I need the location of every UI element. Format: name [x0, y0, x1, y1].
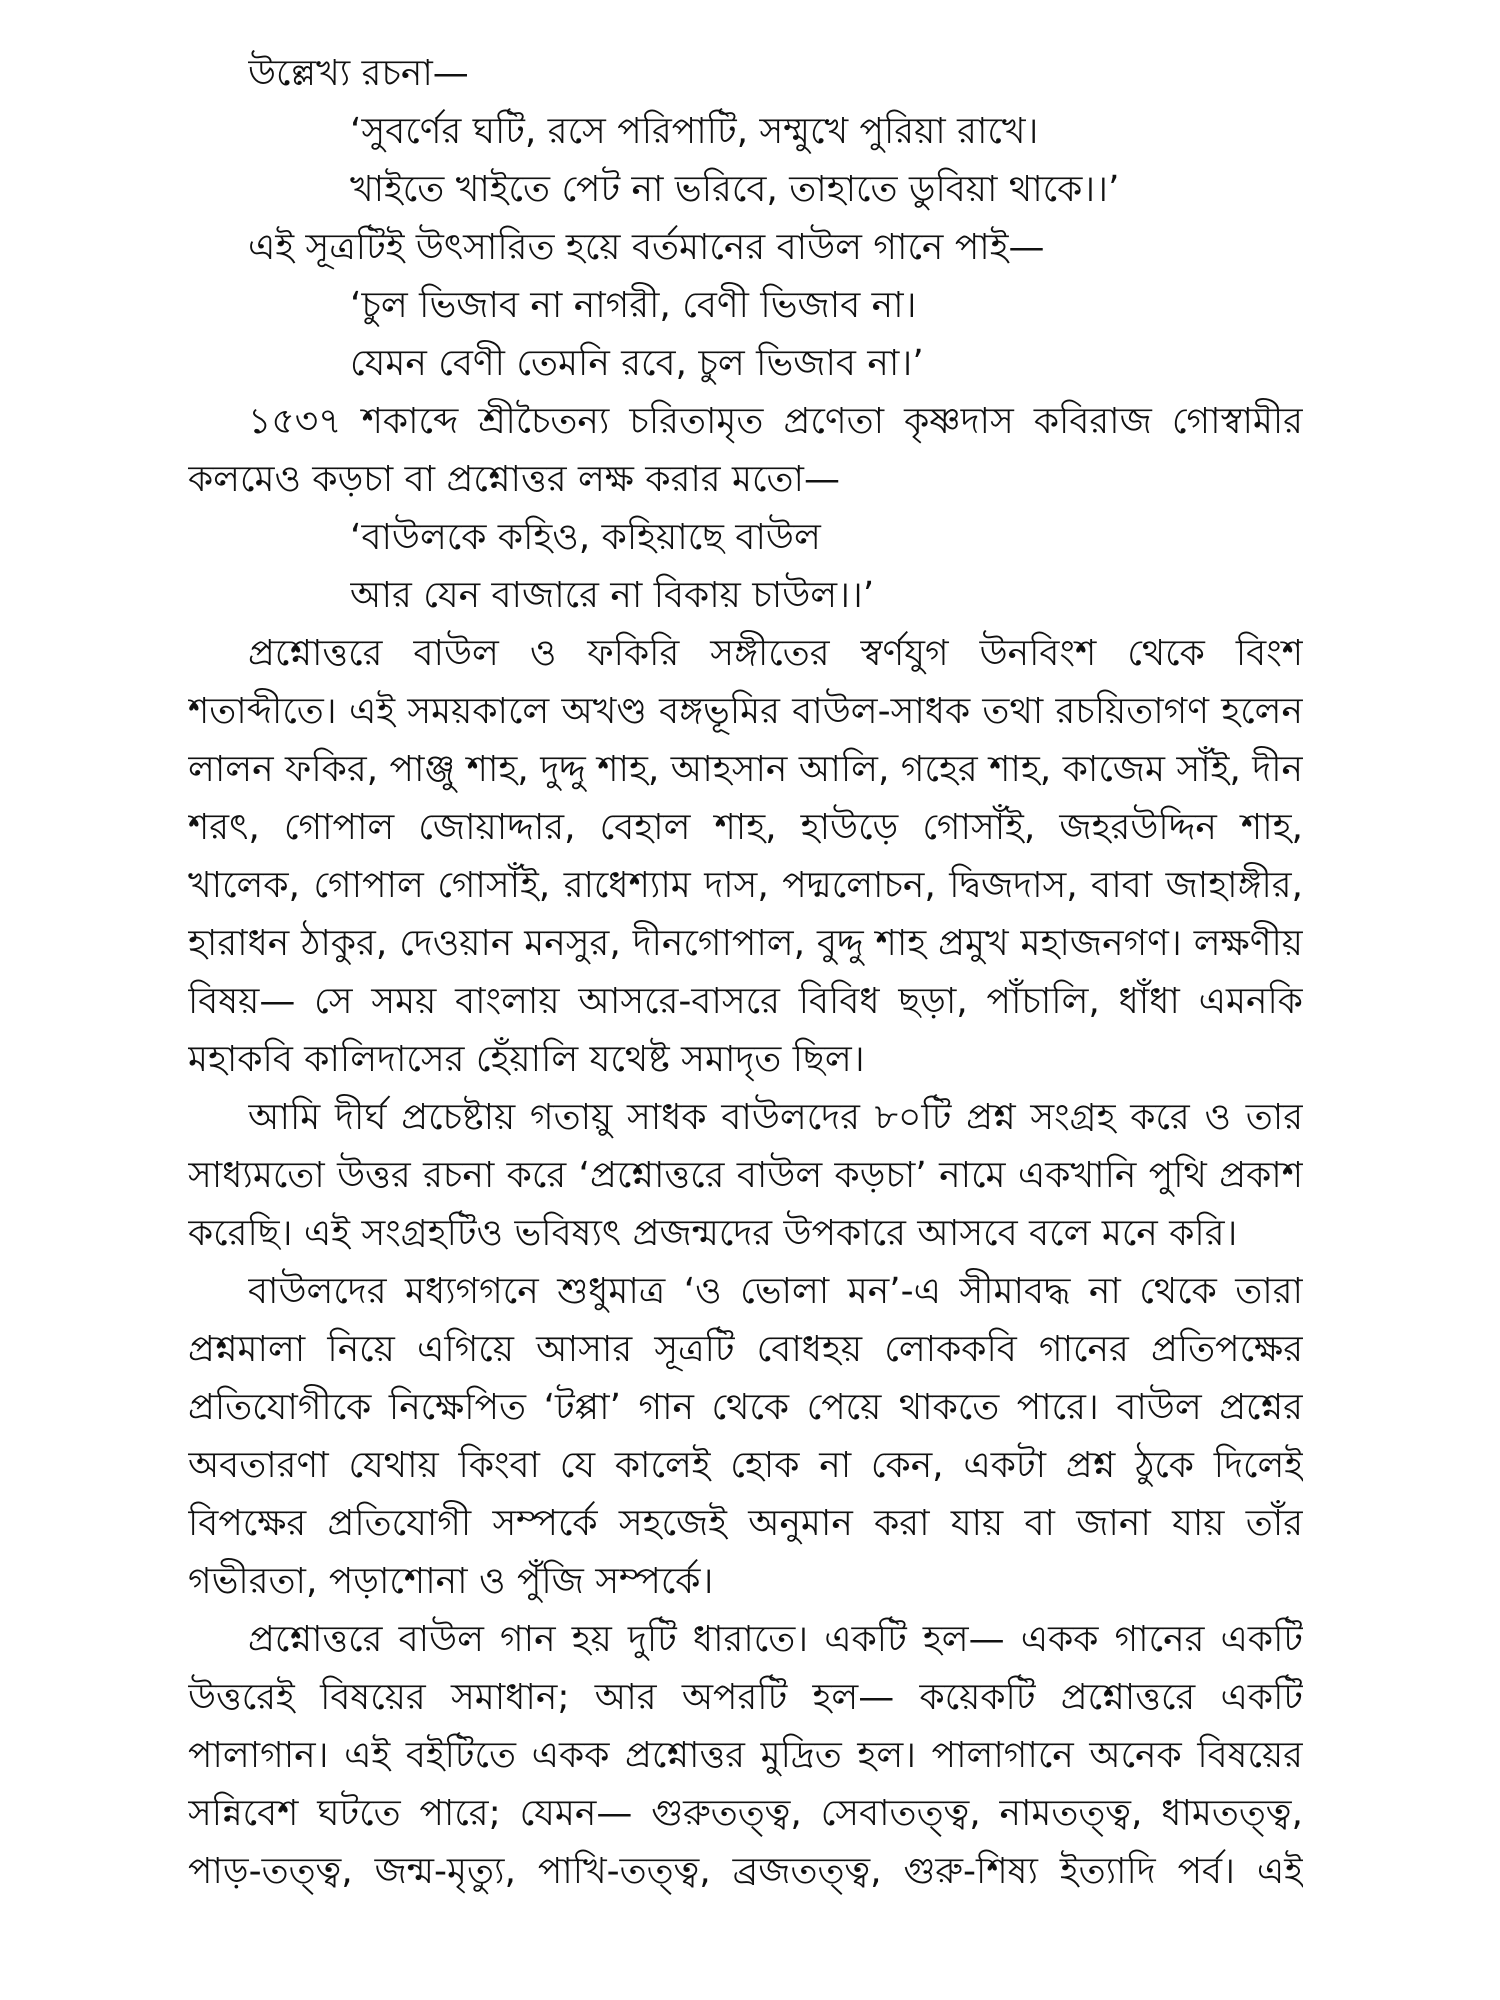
paragraph-line: করেছি। এই সংগ্রহটিও ভবিষ্যৎ প্রজন্মদের উপকারে আসবে বলে মনে করি।: [188, 1213, 1238, 1254]
verse-line: যেমন বেণী তেমনি রবে, চুল ভিজাব না।’: [350, 343, 924, 384]
paragraph-line: লালন ফকির, পাঞ্জু শাহ, দুদ্দু শাহ, আহসান আলি, গহের শাহ, কাজেম সাঁই, দীন: [188, 749, 1303, 790]
verse-line: ‘বাউলকে কহিও, কহিয়াছে বাউল: [350, 517, 821, 558]
paragraph-line: সন্নিবেশ ঘটতে পারে; যেমন— গুরুতত্ত্ব, সেবাতত্ত্ব, নামতত্ত্ব, ধামতত্ত্ব,: [188, 1793, 1303, 1834]
paragraph-line: ১৫৩৭ শকাব্দে শ্রীচৈতন্য চরিতামৃত প্রণেতা কৃষ্ণদাস কবিরাজ গোস্বামীর: [248, 401, 1303, 442]
paragraph-line: আমি দীর্ঘ প্রচেষ্টায় গতায়ু সাধক বাউলদের ৮০টি প্রশ্ন সংগ্রহ করে ও তার: [248, 1097, 1303, 1138]
paragraph-line: কলমেও কড়চা বা প্রশ্নোত্তর লক্ষ করার মতো—: [188, 459, 840, 500]
paragraph-line: বিপক্ষের প্রতিযোগী সম্পর্কে সহজেই অনুমান করা যায় বা জানা যায় তাঁর: [188, 1503, 1303, 1544]
paragraph-line: বিষয়— সে সময় বাংলায় আসরে-বাসরে বিবিধ ছড়া, পাঁচালি, ধাঁধা এমনকি: [188, 981, 1303, 1022]
paragraph-line: শতাব্দীতে। এই সময়কালে অখণ্ড বঙ্গভূমির বাউল-সাধক তথা রচয়িতাগণ হলেন: [188, 691, 1303, 732]
paragraph-line: শরৎ, গোপাল জোয়াদ্দার, বেহাল শাহ, হাউড়ে গোসাঁই, জহরউদ্দিন শাহ,: [188, 807, 1303, 848]
paragraph-line: পালাগান। এই বইটিতে একক প্রশ্নোত্তর মুদ্রিত হল। পালাগানে অনেক বিষয়ের: [188, 1735, 1303, 1776]
intro-line: উল্লেখ্য রচনা—: [248, 53, 469, 94]
verse-line: ‘চুল ভিজাব না নাগরী, বেণী ভিজাব না।: [350, 285, 917, 326]
paragraph-line: সাধ্যমতো উত্তর রচনা করে ‘প্রশ্নোত্তরে বাউল কড়চা’ নামে একখানি পুথি প্রকাশ: [188, 1155, 1303, 1196]
paragraph-line: প্রশ্নমালা নিয়ে এগিয়ে আসার সূত্রটি বোধহয় লোককবি গানের প্রতিপক্ষের: [188, 1329, 1303, 1370]
paragraph-line: গভীরতা, পড়াশোনা ও পুঁজি সম্পর্কে।: [188, 1561, 714, 1602]
paragraph-line: মহাকবি কালিদাসের হেঁয়ালি যথেষ্ট সমাদৃত ছিল।: [188, 1039, 865, 1080]
paragraph-line: উত্তরেই বিষয়ের সমাধান; আর অপরটি হল— কয়েকটি প্রশ্নোত্তরে একটি: [188, 1677, 1303, 1718]
paragraph-line: হারাধন ঠাকুর, দেওয়ান মনসুর, দীনগোপাল, বুদ্দু শাহ প্রমুখ মহাজনগণ। লক্ষণীয়: [188, 923, 1303, 964]
verse-line: ‘সুবর্ণের ঘটি, রসে পরিপাটি, সম্মুখে পুরিয়া রাখে।: [350, 111, 1039, 152]
text-line: এই সূত্রটিই উৎসারিত হয়ে বর্তমানের বাউল গানে পাই—: [248, 227, 1045, 268]
paragraph-line: প্রশ্নোত্তরে বাউল ও ফকিরি সঙ্গীতের স্বর্ণযুগ উনবিংশ থেকে বিংশ: [248, 633, 1303, 674]
paragraph-line: বাউলদের মধ্যগগনে শুধুমাত্র ‘ও ভোলা মন’-এ সীমাবদ্ধ না থেকে তারা: [248, 1271, 1303, 1312]
paragraph-line: খালেক, গোপাল গোসাঁই, রাধেশ্যাম দাস, পদ্মলোচন, দ্বিজদাস, বাবা জাহাঙ্গীর,: [188, 865, 1303, 906]
paragraph-line: অবতারণা যেথায় কিংবা যে কালেই হোক না কেন, একটা প্রশ্ন ঠুকে দিলেই: [188, 1445, 1303, 1486]
verse-line: আর যেন বাজারে না বিকায় চাউল।।’: [350, 575, 875, 616]
paragraph-line: পাড়-তত্ত্ব, জন্ম-মৃত্যু, পাখি-তত্ত্ব, ব্রজতত্ত্ব, গুরু-শিষ্য ইত্যাদি পর্ব। এই: [188, 1851, 1303, 1892]
paragraph-line: প্রশ্নোত্তরে বাউল গান হয় দুটি ধারাতে। একটি হল— একক গানের একটি: [248, 1619, 1303, 1660]
paragraph-line: প্রতিযোগীকে নিক্ষেপিত ‘টপ্পা’ গান থেকে পেয়ে থাকতে পারে। বাউল প্রশ্নের: [188, 1387, 1303, 1428]
verse-line: খাইতে খাইতে পেট না ভরিবে, তাহাতে ডুবিয়া থাকে।।’: [350, 169, 1120, 210]
